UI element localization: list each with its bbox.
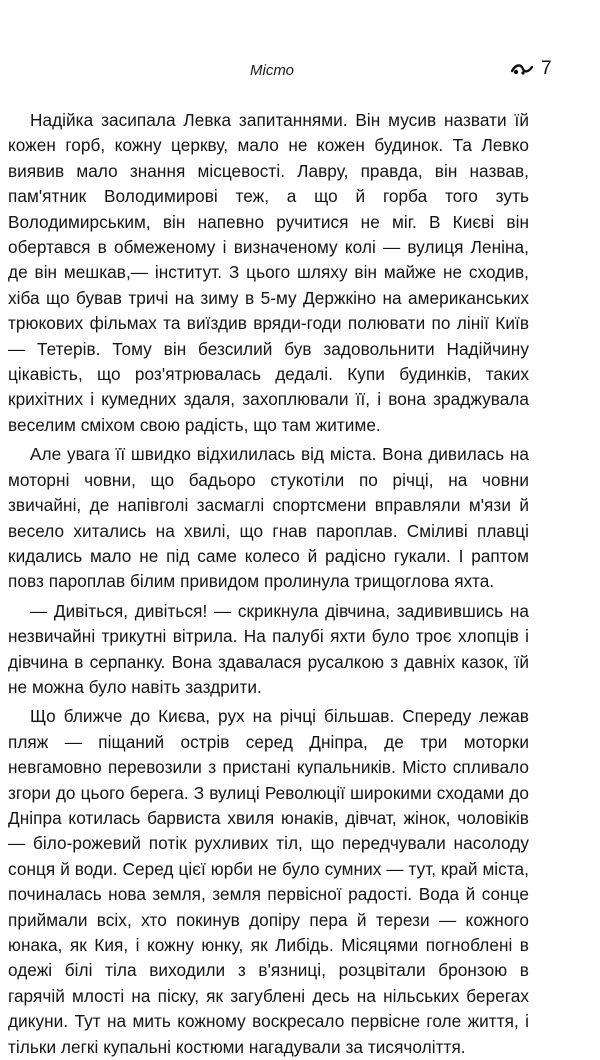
text-line: повз пароплав білим привидом пролинула трищоглова яхта. — [8, 571, 495, 592]
paragraph — [0, 704, 529, 1060]
page-number: 7 — [541, 58, 552, 79]
text-line: приймали всіх, хто покинув допіру пера й терези — кожного — [8, 909, 529, 930]
text-line: виявив мало знання місцевості. Лавру, правда, він назвав, — [8, 160, 529, 181]
paragraph — [0, 599, 529, 701]
text-line: починалась нова земля, земля первісної радості. Вода й сонце — [8, 884, 529, 905]
text-line: — Дивіться, дивіться! — скрикнула дівчина, задивившись на — [30, 600, 529, 621]
text-line: не можна було навіть заздрити. — [8, 676, 262, 697]
ornament-icon — [511, 62, 533, 76]
text-line: веселим сміхом свою радість, що там житиме. — [8, 414, 381, 435]
text-line: сонця й води. Серед цієї юрби не було сумних — тут, край міста, — [8, 858, 529, 879]
running-title: Місто — [250, 62, 294, 79]
text-line: моторні човни, що бадьоро стукотіли по річці, на човни — [8, 469, 529, 490]
text-line: обертався в обмеженому і визначеному колі — вулиця Леніна, — [8, 237, 529, 258]
page-number-block — [511, 58, 552, 80]
text-line: Що ближче до Києва, рух на річці більшав. Спереду лежав — [30, 706, 529, 727]
text-line: пляж — піщаний острів серед Дніпра, де три моторки — [8, 731, 529, 752]
text-line: одежі білі тіла виходили з в'язниці, розцвітали бронзою в — [8, 960, 529, 981]
text-line: — Тетерів. Тому він безсилий був задовольнити Надійчину — [8, 338, 529, 359]
text-line: тільки легкі купальні костюми нагадували за тисячоліття. — [8, 1036, 466, 1057]
text-line: Дніпра котилась барвиста хвиля юнаків, дівчат, жінок, чоловіків — [8, 807, 529, 828]
text-line: дикуни. Тут на мить кожному воскресало первісне голе життя, і — [8, 1011, 529, 1032]
text-line: пам'ятник Володимирові теж, а що й горба того зуть — [8, 186, 529, 207]
text-line: де він мешкав,— інститут. З цього шляху він майже не сходив, — [8, 262, 529, 283]
text-line: незвичайні трикутні вітрила. На палубі яхти було троє хлопців і — [8, 626, 529, 647]
text-line: хіба що бував тричі на зиму в 5-му Держкіно на американських — [8, 287, 529, 308]
text-line: весело хитались на хвилі, що гнав пароплав. Сміливі плавці — [8, 520, 529, 541]
text-line: — біло-рожевий потік рухливих тіл, що передчували насолоду — [8, 833, 529, 854]
text-line: юнака, як Кия, і кожну юнку, як Либідь. Місяцями погноблені в — [8, 935, 529, 955]
body-text — [0, 108, 529, 1060]
text-line: дівчина в серпанку. Вона здавалася русалкою з давніх казок, їй — [8, 651, 529, 672]
text-line: звичайні, де напівголі засмаглі спортсмени вправляли м'язи й — [8, 495, 529, 516]
text-line: Але увага її швидко відхилилась від міста. Вона дивилась на — [30, 444, 529, 465]
text-line: кожен горб, кожну церкву, мало не кожен будинок. Та Левко — [8, 135, 529, 156]
text-line: гарячій млості на піску, як загублені десь на нільських берегах — [8, 985, 529, 1006]
text-line: невгамовно перевозили з пристані купальників. Місто спливало — [8, 757, 529, 778]
paragraph — [0, 108, 529, 438]
paragraph — [0, 442, 529, 594]
text-line: цікавість, що роз'ятрювалась дедалі. Купи будинків, таких — [8, 364, 529, 385]
text-line: крихітних і кумедних здаля, захоплювали її, і вона зраджувала — [8, 389, 529, 410]
text-line: трюкових фільмах та виїздив вряди-годи полювати по лінії Київ — [8, 313, 529, 334]
text-line: Надійка засипала Левка запитаннями. Він мусив назвати їй — [30, 110, 529, 130]
text-line: кидались мало не під саме колесо й радісно гукали. І раптом — [8, 545, 529, 566]
text-line: згори до цього берега. З вулиці Революції широкими сходами до — [8, 782, 529, 803]
text-line: Володимирським, він напевно ручитися не міг. В Києві він — [8, 211, 529, 232]
